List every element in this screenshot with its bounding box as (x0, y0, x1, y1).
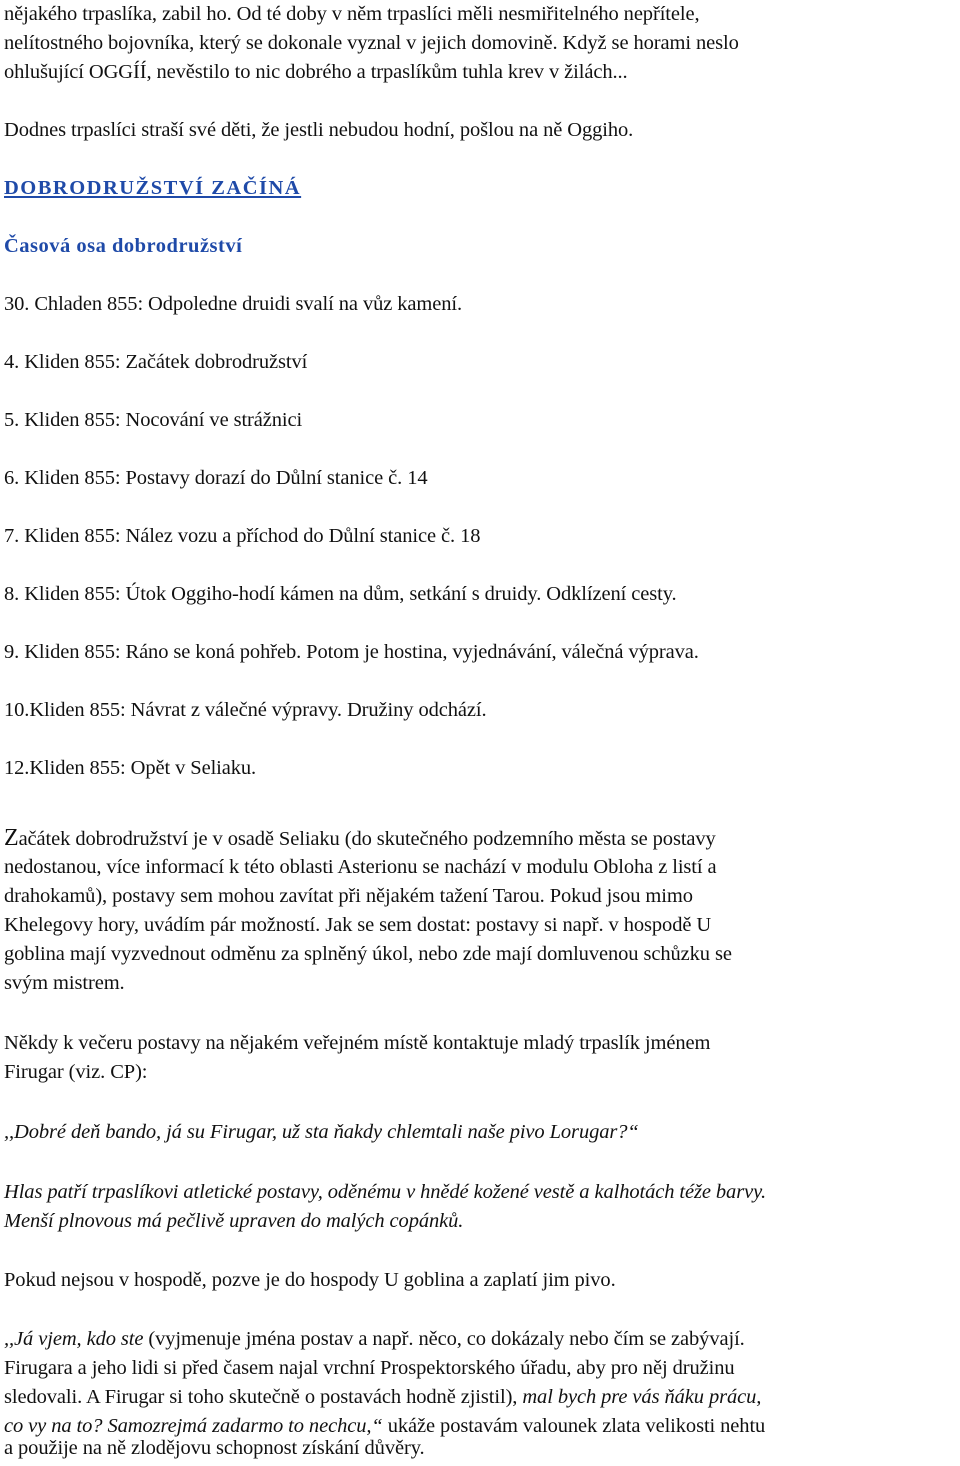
quote-2-line-5: a použije na ně zlodějovu schopnost získání důvěry. (4, 1437, 425, 1459)
quote-2-line-3 (4, 1383, 761, 1411)
section-heading: DOBRODRUŽSTVÍ ZAČÍNÁ (4, 177, 302, 199)
timeline-item: 10.Kliden 855: Návrat z válečné výpravy. Družiny odchází. (4, 699, 487, 721)
paragraph-3: Pokud nejsou v hospodě, pozve je do hospody U goblina a zaplatí jim pivo. (4, 1269, 616, 1291)
paragraph-1-line-1 (4, 824, 716, 853)
timeline-item: 5. Kliden 855: Nocování ve strážnici (4, 409, 303, 431)
quote-2-line-1-text: (vyjmenuje jména postav a např. něco, co dokázaly nebo čím se zabývají. (143, 1328, 745, 1350)
quote-2-line-1 (4, 1325, 745, 1353)
description-line-1: Hlas patří trpaslíkovi atletické postavy, oděnému v hnědé kožené vestě a kalhotách téže barvy. (4, 1181, 766, 1203)
paragraph-1-line-4: Khelegovy hory, uvádím pár možností. Jak se sem dostat: postavy si např. v hospodě U (4, 914, 712, 936)
timeline-item: 9. Kliden 855: Ráno se koná pohřeb. Potom je hostina, vyjednávání, válečná výprava. (4, 641, 699, 663)
paragraph-1-line-3: drahokamů), postavy sem mohou zavítat při nějakém tažení Tarou. Pokud jsou mimo (4, 885, 693, 907)
initial-letter: Z (4, 825, 19, 851)
timeline-item: 6. Kliden 855: Postavy dorazí do Důlní stanice č. 14 (4, 467, 428, 489)
paragraph-1-line-6: svým mistrem. (4, 972, 125, 994)
timeline-item: 30. Chladen 855: Odpoledne druidi svalí na vůz kamení. (4, 293, 463, 315)
timeline-item: 8. Kliden 855: Útok Oggiho-hodí kámen na dům, setkání s druidy. Odklízení cesty. (4, 583, 677, 605)
description-line-2: Menší plnovous má pečlivě upraven do malých copánků. (4, 1210, 464, 1232)
timeline-title: Časová osa dobrodružství (4, 235, 243, 257)
paragraph-2-line-1: Někdy k večeru postavy na nějakém veřejném místě kontaktuje mladý trpaslík jménem (4, 1032, 711, 1054)
intro-line-4: Dodnes trpaslíci straší své děti, že jestli nebudou hodní, pošlou na ně Oggiho. (4, 119, 634, 141)
quote-2-line-2: Firugara a jeho lidi si před časem najal vrchní Prospektorského úřadu, aby pro něj družinu (4, 1357, 735, 1379)
quote-2-line-4-text: ukáže postavám valounek zlata velikosti nehtu (382, 1415, 766, 1437)
paragraph-2-line-2: Firugar (viz. CP): (4, 1061, 148, 1083)
quote-2-line-4-italic: co vy na to? Samozrejmá zadarmo to nechcu,“ (4, 1415, 383, 1437)
quote-2-line-1-italic: ,,Já vjem, kdo ste (4, 1328, 144, 1350)
intro-line-3: ohlušující OGGÍÍ, nevěstilo to nic dobrého a trpaslíkům tuhla krev v žilách... (4, 61, 628, 83)
paragraph-1-line-5: goblina mají vyzvednout odměnu za splněný úkol, nebo zde mají domluvenou schůzku se (4, 943, 732, 965)
quote-2-line-3-text: sledovali. A Firugar si toho skutečně o postavách hodně zjistil), (4, 1386, 523, 1408)
quote-firugar-greeting: ,,Dobré deň bando, já su Firugar, už sta ňakdy chlemtali naše pivo Lorugar?“ (4, 1121, 639, 1143)
timeline-item: 4. Kliden 855: Začátek dobrodružství (4, 351, 308, 373)
timeline-item: 12.Kliden 855: Opět v Seliaku. (4, 757, 257, 779)
intro-line-1: nějakého trpaslíka, zabil ho. Od té doby v něm trpaslíci měli nesmiřitelného nepřítele, (4, 3, 700, 25)
quote-2-line-3-italic: mal bych pre vás ňáku prácu, (522, 1386, 762, 1408)
intro-line-2: nelítostného bojovníka, který se dokonale vyznal v jejich domovině. Když se horami neslo (4, 32, 739, 54)
paragraph-1-line-1-text: ačátek dobrodružství je v osadě Seliaku (do skutečného podzemního města se postavy (18, 828, 716, 850)
paragraph-1-line-2: nedostanou, více informací k této oblasti Asterionu se nachází v modulu Obloha z listí a (4, 856, 717, 878)
timeline-item: 7. Kliden 855: Nález vozu a příchod do Důlní stanice č. 18 (4, 525, 481, 547)
